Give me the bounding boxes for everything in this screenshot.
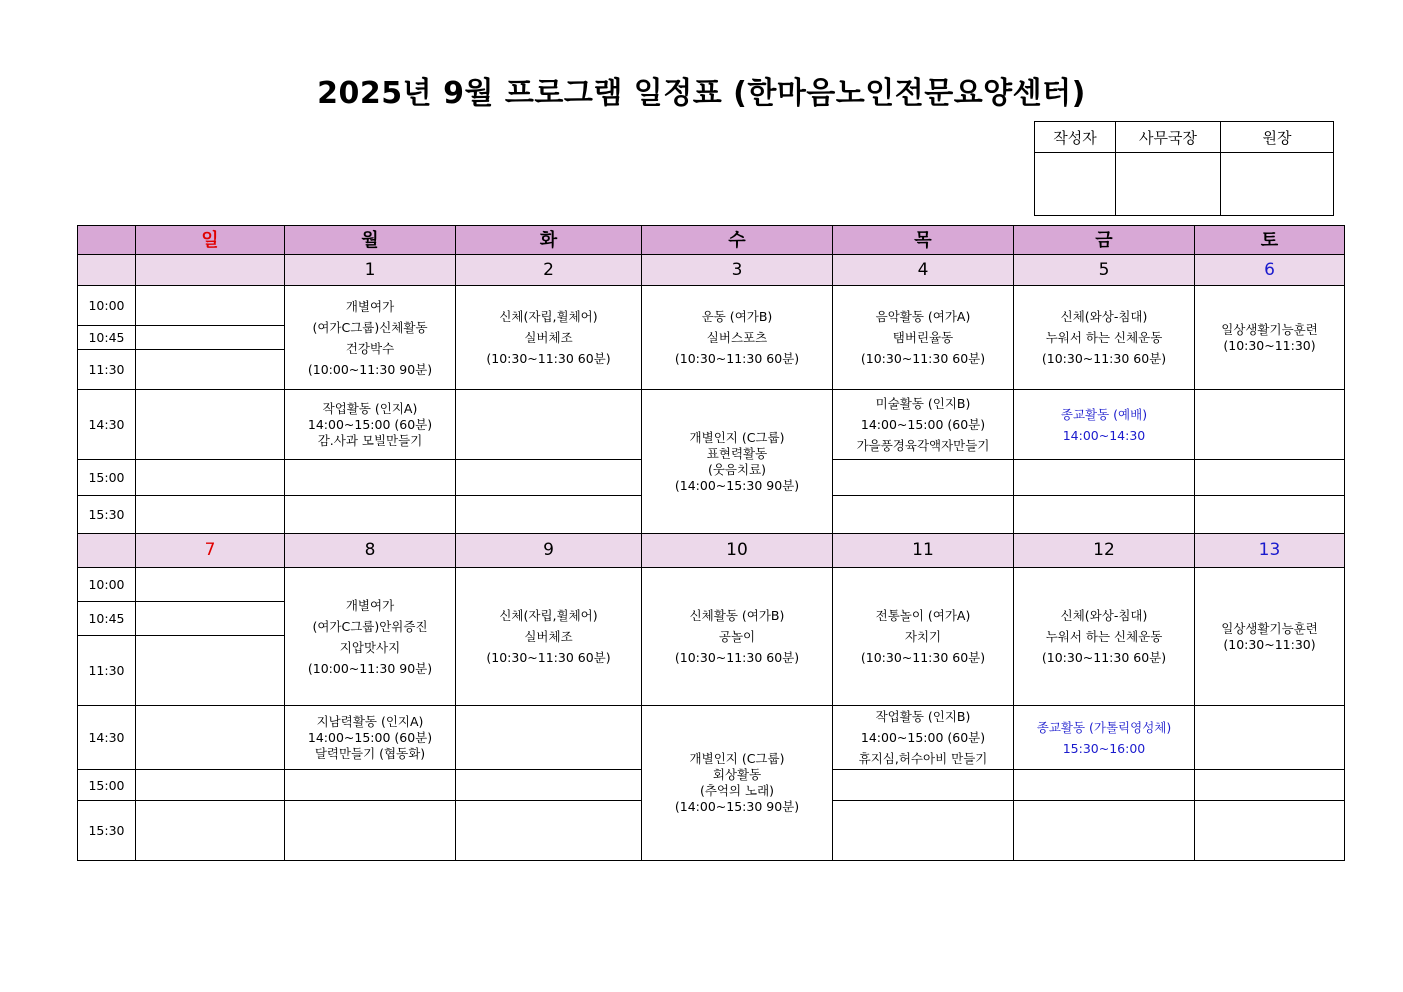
program-cell-wed-am: 운동 (여가B) 실버스포츠 (10:30~11:30 60분) (642, 286, 833, 390)
empty-cell (833, 496, 1014, 534)
date-cell: 3 (642, 255, 833, 286)
time-label: 15:30 (78, 801, 136, 861)
empty-cell (136, 460, 285, 496)
empty-cell (136, 390, 285, 460)
empty-cell (1014, 770, 1195, 801)
program-cell-thu-pm: 미술활동 (인지B) 14:00~15:00 (60분) 가을풍경육각액자만들기 (833, 390, 1014, 460)
program-cell-thu-am: 전통놀이 (여가A) 자치기 (10:30~11:30 60분) (833, 568, 1014, 706)
program-cell-fri-am: 신체(와상-침대) 누워서 하는 신체운동 (10:30~11:30 60분) (1014, 568, 1195, 706)
date-cell: 9 (456, 534, 642, 568)
date-cell: 2 (456, 255, 642, 286)
empty-cell (456, 460, 642, 496)
empty-cell (1195, 801, 1345, 861)
empty-cell (1195, 706, 1345, 770)
weekday-mon: 월 (285, 226, 456, 255)
empty-cell (136, 568, 285, 602)
empty-cell (1014, 460, 1195, 496)
program-cell-wed-pm: 개별인지 (C그룹) 회상활동 (추억의 노래) (14:00~15:30 90분) (642, 706, 833, 861)
empty-cell (136, 350, 285, 390)
time-label: 14:30 (78, 390, 136, 460)
schedule-table (77, 225, 1345, 861)
approval-label-writer: 작성자 (1035, 122, 1116, 153)
approval-label-secretary: 사무국장 (1116, 122, 1221, 153)
time-label: 15:00 (78, 460, 136, 496)
date-cell (136, 255, 285, 286)
date-cell: 4 (833, 255, 1014, 286)
empty-cell (136, 496, 285, 534)
program-cell-wed-am: 신체활동 (여가B) 공놀이 (10:30~11:30 60분) (642, 568, 833, 706)
empty-cell (136, 770, 285, 801)
program-cell-fri-am: 신체(와상-침대) 누워서 하는 신체운동 (10:30~11:30 60분) (1014, 286, 1195, 390)
empty-cell (456, 801, 642, 861)
empty-cell (1195, 770, 1345, 801)
date-cell: 7 (136, 534, 285, 568)
empty-cell (1014, 801, 1195, 861)
corner-cell (78, 226, 136, 255)
date-cell: 8 (285, 534, 456, 568)
date-cell: 10 (642, 534, 833, 568)
approval-sign-director[interactable] (1221, 153, 1334, 216)
weekday-wed: 수 (642, 226, 833, 255)
date-corner (78, 255, 136, 286)
date-cell: 13 (1195, 534, 1345, 568)
time-label: 15:30 (78, 496, 136, 534)
weekday-thu: 목 (833, 226, 1014, 255)
page-title: 2025년 9월 프로그램 일정표 (한마음노인전문요양센터) (317, 76, 1086, 111)
empty-cell (285, 496, 456, 534)
empty-cell (1195, 390, 1345, 460)
empty-cell (833, 801, 1014, 861)
empty-cell (136, 602, 285, 636)
time-label: 10:45 (78, 602, 136, 636)
weekday-sun: 일 (136, 226, 285, 255)
empty-cell (456, 770, 642, 801)
program-cell-sat-am: 일상생활기능훈련 (10:30~11:30) (1195, 286, 1345, 390)
program-cell-tue-am: 신체(자립,휠체어) 실버체조 (10:30~11:30 60분) (456, 286, 642, 390)
program-cell-sat-am: 일상생활기능훈련 (10:30~11:30) (1195, 568, 1345, 706)
date-row-week1 (78, 255, 1345, 286)
empty-cell (136, 326, 285, 350)
weekday-tue: 화 (456, 226, 642, 255)
date-cell: 1 (285, 255, 456, 286)
empty-cell (136, 286, 285, 326)
program-cell-mon-am: 개별여가 (여가C그룹)안위증진 지압맛사지 (10:00~11:30 90분) (285, 568, 456, 706)
time-label: 10:00 (78, 568, 136, 602)
date-corner (78, 534, 136, 568)
empty-cell (285, 770, 456, 801)
approval-label-director: 원장 (1221, 122, 1334, 153)
program-cell-thu-pm: 작업활동 (인지B) 14:00~15:00 (60분) 휴지심,허수아비 만들기 (833, 706, 1014, 770)
empty-cell (136, 706, 285, 770)
empty-cell (1195, 496, 1345, 534)
time-label: 10:45 (78, 326, 136, 350)
date-cell: 12 (1014, 534, 1195, 568)
program-cell-mon-pm: 지남력활동 (인지A) 14:00~15:00 (60분) 달력만들기 (협동화) (285, 706, 456, 770)
program-cell-mon-am: 개별여가 (여가C그룹)신체활동 건강박수 (10:00~11:30 90분) (285, 286, 456, 390)
approval-sign-secretary[interactable] (1116, 153, 1221, 216)
empty-cell (833, 460, 1014, 496)
time-label: 11:30 (78, 350, 136, 390)
program-cell-fri-pm: 종교활동 (가톨릭영성체) 15:30~16:00 (1014, 706, 1195, 770)
empty-cell (136, 801, 285, 861)
program-cell-tue-am: 신체(자립,휠체어) 실버체조 (10:30~11:30 60분) (456, 568, 642, 706)
empty-cell (456, 706, 642, 770)
empty-cell (456, 496, 642, 534)
empty-cell (456, 390, 642, 460)
empty-cell (833, 770, 1014, 801)
approval-box (1034, 121, 1334, 216)
program-cell-fri-pm: 종교활동 (예배) 14:00~14:30 (1014, 390, 1195, 460)
date-cell: 11 (833, 534, 1014, 568)
date-row-week2 (78, 534, 1345, 568)
program-cell-wed-pm: 개별인지 (C그룹) 표현력활동 (웃음치료) (14:00~15:30 90분) (642, 390, 833, 534)
date-cell: 5 (1014, 255, 1195, 286)
weekday-sat: 토 (1195, 226, 1345, 255)
approval-sign-writer[interactable] (1035, 153, 1116, 216)
weekday-fri: 금 (1014, 226, 1195, 255)
time-label: 14:30 (78, 706, 136, 770)
empty-cell (1014, 496, 1195, 534)
empty-cell (285, 801, 456, 861)
time-label: 11:30 (78, 636, 136, 706)
program-cell-mon-pm: 작업활동 (인지A) 14:00~15:00 (60분) 감.사과 모빌만들기 (285, 390, 456, 460)
program-cell-thu-am: 음악활동 (여가A) 탬버린율동 (10:30~11:30 60분) (833, 286, 1014, 390)
empty-cell (285, 460, 456, 496)
time-label: 15:00 (78, 770, 136, 801)
time-label: 10:00 (78, 286, 136, 326)
empty-cell (136, 636, 285, 706)
empty-cell (1195, 460, 1345, 496)
weekday-header-row (78, 226, 1345, 255)
date-cell: 6 (1195, 255, 1345, 286)
